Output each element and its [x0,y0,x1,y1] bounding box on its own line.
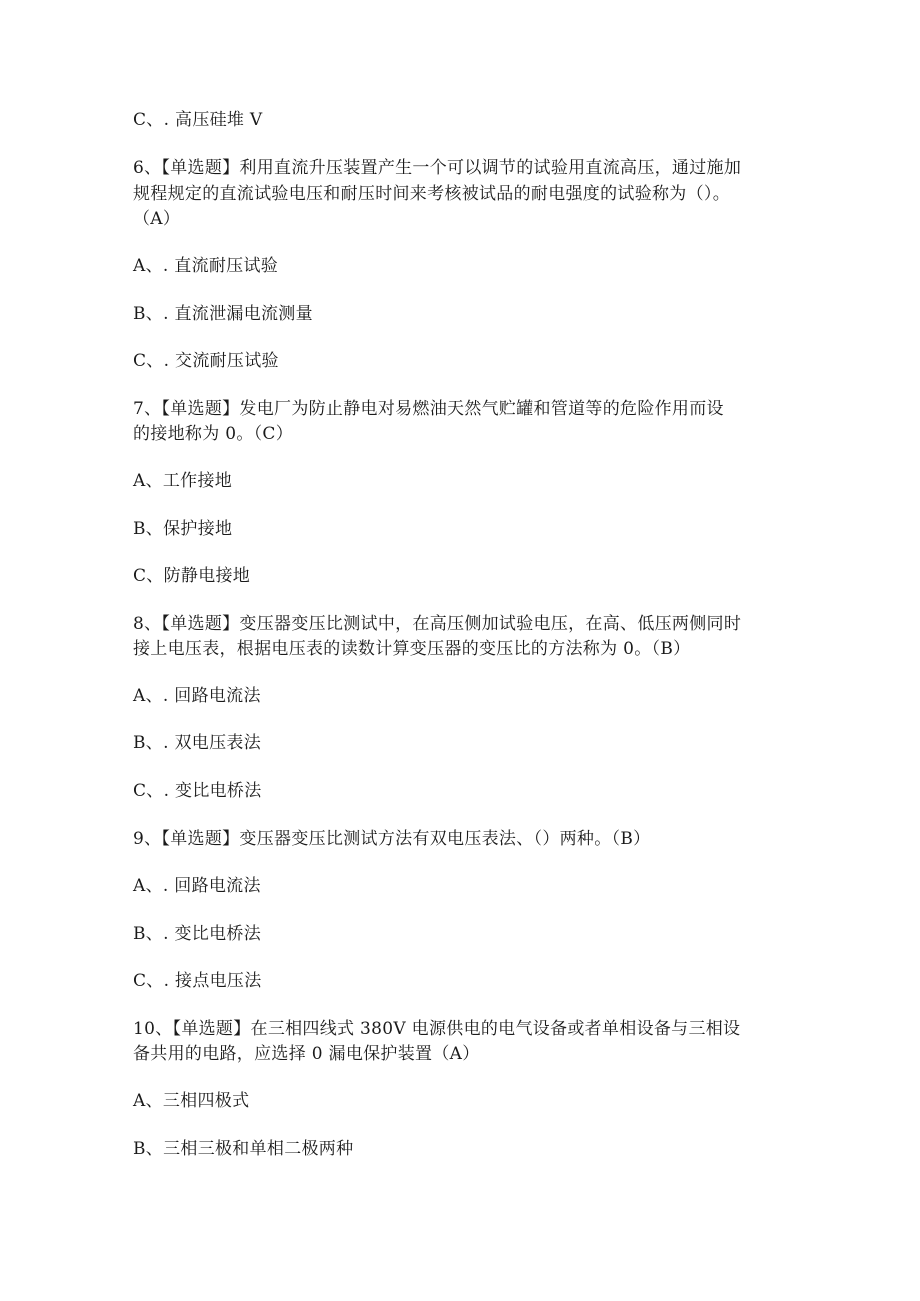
q6-question-line-2: 规程规定的直流试验电压和耐压时间来考核被试品的耐电强度的试验称为（）。 [133,184,730,204]
q6-option-b: B、. 直流泄漏电流测量 [133,304,313,324]
q6-option-a: A、. 直流耐压试验 [133,256,279,276]
q7-question-line-2: 的接地称为 0。（C） [133,424,294,444]
q8-question-line-1: 8、【单选题】变压器变压比测试中，在高压侧加试验电压，在高、低压两侧同时 [133,614,742,634]
q7-option-a: A、工作接地 [133,471,233,491]
q7-option-c: C、防静电接地 [133,566,251,586]
q6-option-c: C、. 交流耐压试验 [133,351,279,371]
q9-option-a: A、. 回路电流法 [133,876,261,896]
q9-question: 9、【单选题】变压器变压比测试方法有双电压表法、（）两种。（B） [133,829,651,849]
q8-option-c: C、. 变比电桥法 [133,781,262,801]
q7-question-line-1: 7、【单选题】发电厂为防止静电对易燃油天然气贮罐和管道等的危险作用而设 [133,399,724,419]
q10-option-b: B、三相三极和单相二极两种 [133,1139,354,1159]
q6-answer: （A） [133,209,181,229]
q10-question-line-1: 10、【单选题】在三相四线式 380V 电源供电的电气设备或者单相设备与三相设 [133,1019,741,1039]
q5-option-c: C、. 高压硅堆 V [133,110,263,130]
q7-option-b: B、保护接地 [133,519,233,539]
q8-option-b: B、. 双电压表法 [133,733,261,753]
q8-question-line-2: 接上电压表，根据电压表的读数计算变压器的变压比的方法称为 0。（B） [133,639,691,659]
q9-option-b: B、. 变比电桥法 [133,924,261,944]
q6-question-line-1: 6、【单选题】利用直流升压装置产生一个可以调节的试验用直流高压，通过施加 [133,158,742,178]
q10-question-line-2: 备共用的电路，应选择 0 漏电保护装置（A） [133,1044,480,1064]
q9-option-c: C、. 接点电压法 [133,971,262,991]
q10-option-a: A、三相四极式 [133,1091,250,1111]
q8-option-a: A、. 回路电流法 [133,686,261,706]
